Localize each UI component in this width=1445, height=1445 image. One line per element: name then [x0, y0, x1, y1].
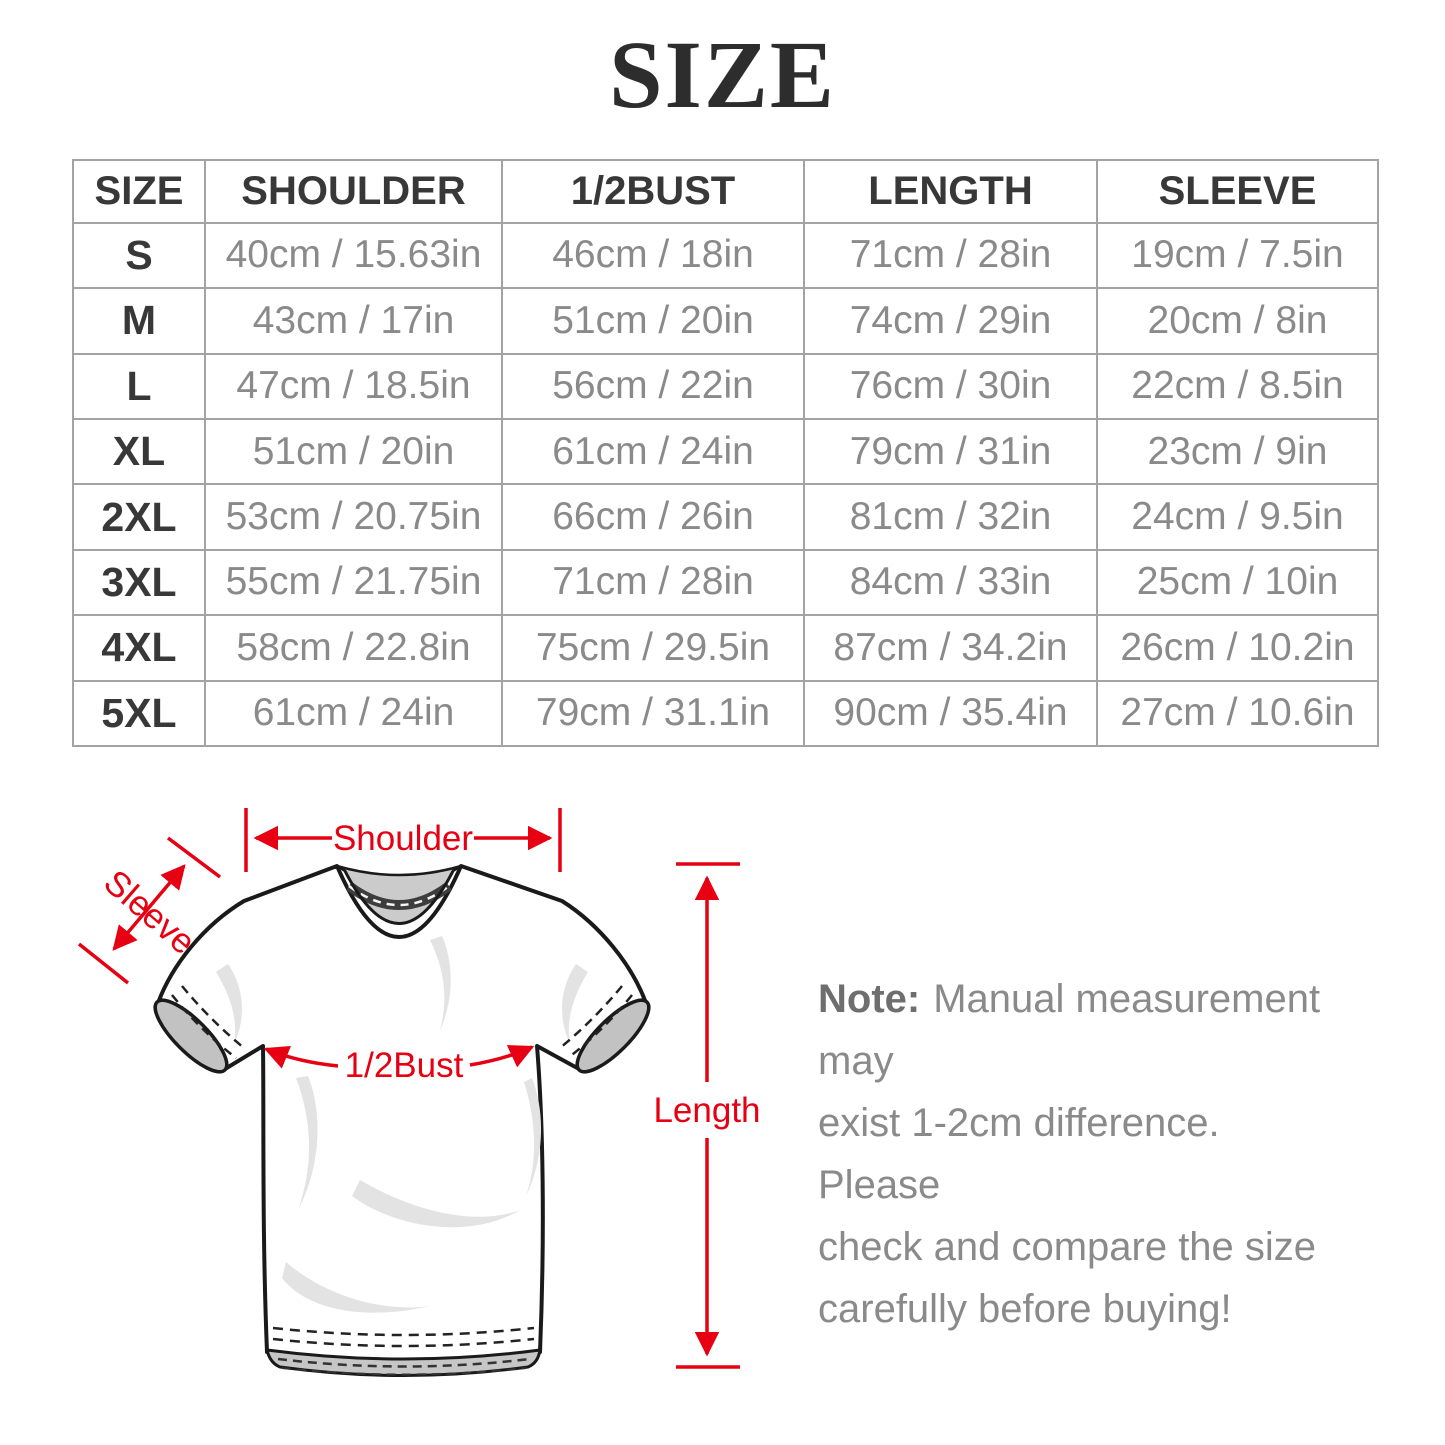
table-row: [73, 288, 1378, 353]
size-cell: M: [73, 288, 205, 353]
value-cell: 24cm / 9.5in: [1097, 484, 1378, 549]
value-cell: 79cm / 31in: [804, 419, 1097, 484]
tshirt-body: [158, 866, 646, 1361]
value-cell: 51cm / 20in: [502, 288, 804, 353]
note-line-text: Manual measurement may: [818, 977, 1321, 1083]
length-label: Length: [653, 1091, 761, 1130]
note-line: check and compare the size: [818, 1225, 1317, 1269]
value-cell: 71cm / 28in: [804, 223, 1097, 288]
value-cell: 23cm / 9in: [1097, 419, 1378, 484]
value-cell: 84cm / 33in: [804, 550, 1097, 615]
value-cell: 79cm / 31.1in: [502, 681, 804, 746]
value-cell: 47cm / 18.5in: [205, 354, 502, 419]
value-cell: 75cm / 29.5in: [502, 615, 804, 680]
tshirt-graphic: [146, 866, 659, 1376]
value-cell: 43cm / 17in: [205, 288, 502, 353]
size-cell: 5XL: [73, 681, 205, 746]
value-cell: 20cm / 8in: [1097, 288, 1378, 353]
value-cell: 58cm / 22.8in: [205, 615, 502, 680]
note-line: exist 1-2cm difference. Please: [818, 1101, 1220, 1207]
shoulder-label: Shoulder: [332, 819, 474, 858]
value-cell: 66cm / 26in: [502, 484, 804, 549]
table-row: [73, 354, 1378, 419]
value-cell: 22cm / 8.5in: [1097, 354, 1378, 419]
value-cell: 71cm / 28in: [502, 550, 804, 615]
table-row: [73, 223, 1378, 288]
size-cell: S: [73, 223, 205, 288]
size-cell: 4XL: [73, 615, 205, 680]
size-cell: 3XL: [73, 550, 205, 615]
value-cell: 87cm / 34.2in: [804, 615, 1097, 680]
value-cell: 19cm / 7.5in: [1097, 223, 1378, 288]
tshirt-measurement-diagram: [0, 780, 820, 1445]
table-row: [73, 484, 1378, 549]
note-label: Note:: [818, 977, 921, 1021]
value-cell: 61cm / 24in: [205, 681, 502, 746]
table-row: [73, 419, 1378, 484]
table-row: [73, 615, 1378, 680]
header-cell-length: LENGTH: [804, 160, 1097, 223]
value-cell: 26cm / 10.2in: [1097, 615, 1378, 680]
value-cell: 27cm / 10.6in: [1097, 681, 1378, 746]
value-cell: 76cm / 30in: [804, 354, 1097, 419]
size-cell: XL: [73, 419, 205, 484]
value-cell: 56cm / 22in: [502, 354, 804, 419]
value-cell: 55cm / 21.75in: [205, 550, 502, 615]
sleeve-label: Sleeve: [96, 862, 203, 963]
table-header-row: [73, 160, 1378, 223]
value-cell: 61cm / 24in: [502, 419, 804, 484]
header-cell-size: SIZE: [73, 160, 205, 223]
value-cell: 81cm / 32in: [804, 484, 1097, 549]
bust-label: 1/2Bust: [344, 1046, 464, 1085]
value-cell: 53cm / 20.75in: [205, 484, 502, 549]
size-cell: 2XL: [73, 484, 205, 549]
note-text: [818, 968, 1338, 1340]
value-cell: 25cm / 10in: [1097, 550, 1378, 615]
page-title: SIZE: [609, 21, 836, 128]
size-cell: L: [73, 354, 205, 419]
table-row: [73, 550, 1378, 615]
value-cell: 74cm / 29in: [804, 288, 1097, 353]
header-cell-bust: 1/2BUST: [502, 160, 804, 223]
header-cell-shoulder: SHOULDER: [205, 160, 502, 223]
value-cell: 40cm / 15.63in: [205, 223, 502, 288]
header-cell-sleeve: SLEEVE: [1097, 160, 1378, 223]
note-line: carefully before buying!: [818, 1287, 1232, 1331]
note-line: [818, 968, 1338, 1092]
table-row: [73, 681, 1378, 746]
value-cell: 90cm / 35.4in: [804, 681, 1097, 746]
value-cell: 51cm / 20in: [205, 419, 502, 484]
size-chart-table: [72, 159, 1379, 747]
value-cell: 46cm / 18in: [502, 223, 804, 288]
